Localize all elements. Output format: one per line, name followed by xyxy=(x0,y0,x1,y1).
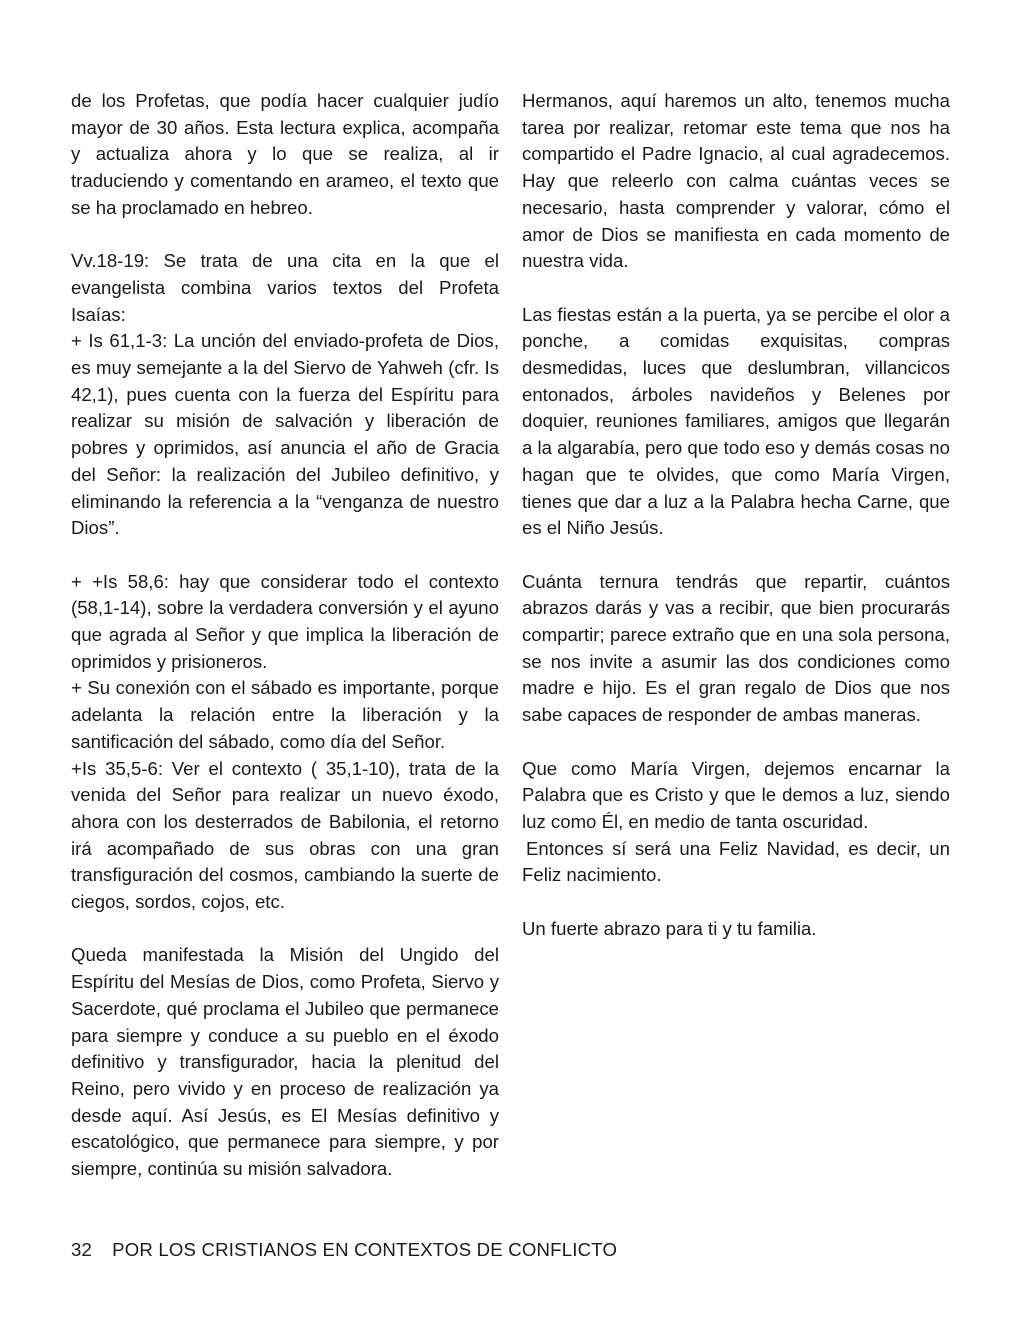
paragraph: Cuánta ternura tendrás que repartir, cuántos abrazos darás y vas a recibir, que bien procurarás compartir; parece extraño que en una sola persona, se nos invite a asumir las dos condiciones como madre e hijo. Es el gran regalo de Dios que nos sabe capaces de responder de ambas maneras. xyxy=(522,570,950,726)
paragraph: Vv.18-19: Se trata de una cita en la que el evangelista combina varios textos del Profeta Isaías: xyxy=(71,250,499,325)
paragraph: Queda manifestada la Misión del Ungido del Espíritu del Mesías de Dios, como Profeta, Siervo y Sacerdote, qué proclama el Jubileo que permanece para siempre y conduce a su pueblo en el éxodo definitivo y transfigurador, hacia la plenitud del Reino, pero vivido y en proceso de realización ya desde aquí. Así Jesús, es El Mesías definitivo y escatológico, que permanece para siempre, y por siempre, continúa su misión salvadora. xyxy=(71,944,499,1180)
paragraph: de los Profetas, que podía hacer cualquier judío mayor de 30 años. Esta lectura explica, acompaña y actualiza ahora y lo que se realiza, al ir traduciendo y comentando en arameo, el texto que se ha proclamado en hebreo. xyxy=(71,90,499,218)
paragraph: Hermanos, aquí haremos un alto, tenemos mucha tarea por realizar, retomar este tema que nos ha compartido el Padre Ignacio, al cual agradecemos. Hay que releerlo con calma cuántas veces se necesario, hasta comprender y valorar, cómo el amor de Dios se manifiesta en cada momento de nuestra vida. xyxy=(522,90,950,272)
page-number: 32 xyxy=(71,1239,93,1260)
paragraph: +Is 35,5-6: Ver el contexto ( 35,1-10), trata de la venida del Señor para realizar un nuevo éxodo, ahora con los desterrados de Babilonia, el retorno irá acompañado de sus obras con una gran transfiguración del cosmos, cambiando la suerte de ciegos, sordos, cojos, etc. xyxy=(71,757,499,913)
paragraph: Un fuerte abrazo para ti y tu familia. xyxy=(522,917,817,939)
page-footer xyxy=(71,1237,617,1263)
paragraph: + Is 61,1-3: La unción del enviado-profeta de Dios, es muy semejante a la del Siervo de Yahweh (cfr. Is 42,1), pues cuenta con la fuerza del Espíritu para realizar su misión de salvación y liberación de pobres y oprimidos, así anuncia el año de Gracia del Señor: la realización del Jubileo definitivo, y eliminando la referencia a la “venganza de nuestro Dios”. xyxy=(71,330,499,539)
left-text-column xyxy=(71,88,499,1209)
paragraph: + +Is 58,6: hay que considerar todo el contexto (58,1-14), sobre la verdadera conversión y el ayuno que agrada al Señor y que implica la liberación de oprimidos y prisioneros. xyxy=(71,570,499,672)
paragraph: Las fiestas están a la puerta, ya se percibe el olor a ponche, a comidas exquisitas, compras desmedidas, luces que deslumbran, villancicos entonados, árboles navideños y Belenes por doquier, reuniones familiares, amigos que llegarán a la algarabía, pero que todo eso y demás cosas no hagan que te olvides, que como María Virgen, tienes que dar a luz a la Palabra hecha Carne, que es el Niño Jesús. xyxy=(522,303,950,539)
paragraph: Que como María Virgen, dejemos encarnar la Palabra que es Cristo y que le demos a luz, siendo luz como Él, en medio de tanta oscuridad. xyxy=(522,757,950,832)
paragraph: + Su conexión con el sábado es importante, porque adelanta la relación entre la liberación y la santificación del sábado, como día del Señor. xyxy=(71,677,499,752)
running-title: POR LOS CRISTIANOS EN CONTEXTOS DE CONFLICTO xyxy=(112,1239,618,1260)
paragraph: Entonces sí será una Feliz Navidad, es decir, un Feliz nacimiento. xyxy=(522,837,950,886)
right-text-column xyxy=(522,88,950,969)
